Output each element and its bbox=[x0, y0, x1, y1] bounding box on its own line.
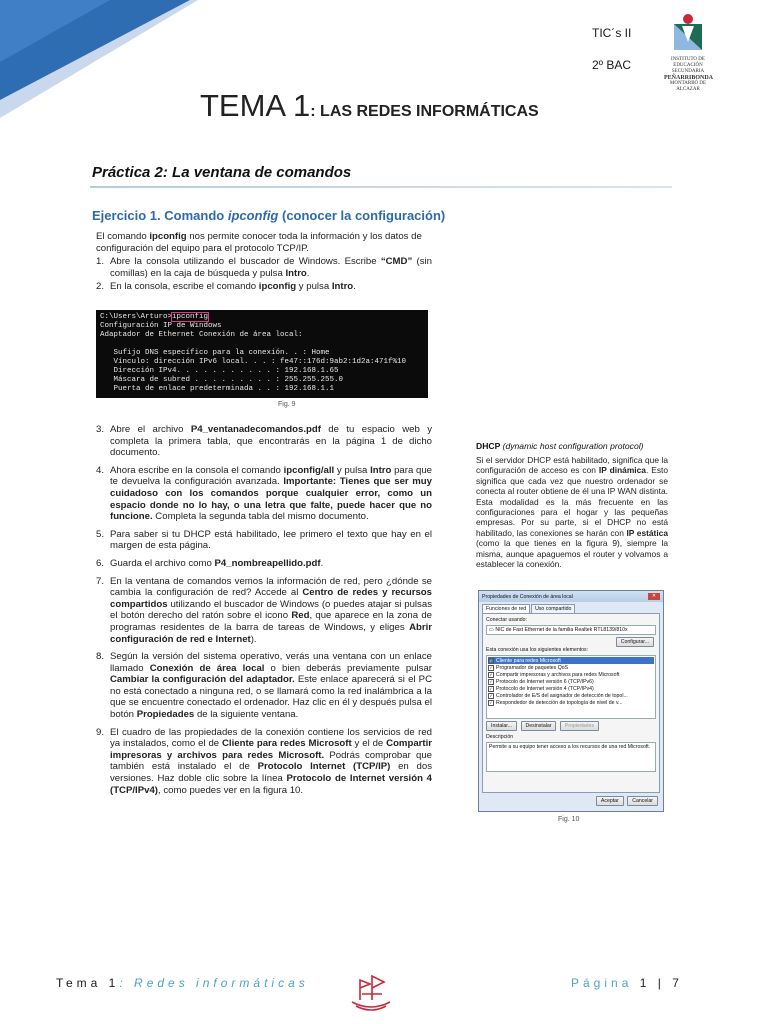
footer-tema: Tema 1 bbox=[56, 976, 120, 990]
checkbox[interactable]: ✓ bbox=[489, 685, 493, 691]
description-text: Permite a su equipo tener acceso a los recursos de una red Microsoft. bbox=[486, 742, 656, 772]
adapter-field bbox=[486, 625, 656, 635]
close-icon[interactable]: ✕ bbox=[648, 593, 660, 600]
step-number: 1. bbox=[96, 256, 105, 268]
properties-button[interactable]: Propiedades bbox=[560, 721, 599, 731]
ship-logo-icon bbox=[348, 970, 394, 1016]
components-list bbox=[486, 655, 656, 719]
component-label: Protocolo de Internet versión 6 (TCP/IPv6) bbox=[496, 678, 594, 685]
step-item bbox=[96, 558, 432, 570]
footer-sep: : bbox=[119, 976, 135, 990]
component-item[interactable] bbox=[488, 685, 654, 692]
step-number: 2. bbox=[96, 281, 105, 293]
dialog-titlebar bbox=[479, 591, 663, 602]
header-course-info bbox=[592, 26, 631, 90]
checkbox[interactable]: ✓ bbox=[489, 671, 493, 677]
exercise-heading bbox=[92, 208, 445, 223]
component-label: Cliente para redes Microsoft bbox=[496, 657, 561, 664]
step-text: En la consola, escribe el comando ipconfig y pulsa Intro. bbox=[110, 281, 356, 293]
steps-bottom-list bbox=[96, 418, 432, 796]
step-number: 7. bbox=[96, 575, 105, 587]
connection-properties-dialog bbox=[478, 590, 664, 812]
logo-caption-top: INSTITUTO DE EDUCACIÓN SECUNDARIA bbox=[671, 57, 705, 74]
course-level: 2º BAC bbox=[592, 58, 632, 72]
step-item bbox=[96, 529, 432, 552]
step-item bbox=[96, 465, 432, 523]
school-crest-icon bbox=[668, 12, 708, 52]
step-item bbox=[96, 281, 432, 293]
figure-10-caption: Fig. 10 bbox=[558, 816, 580, 823]
description-label: Descripción bbox=[486, 734, 514, 740]
console-prompt: C:\Users\Arturo> bbox=[100, 313, 173, 321]
checkbox[interactable]: ✓ bbox=[489, 678, 493, 684]
adapter-name: NIC de Fast Ethernet de la familia Realtek RTL8139/810x bbox=[495, 627, 628, 633]
component-label: Controlador de E/S del asignador de detección de topol... bbox=[496, 692, 628, 699]
exercise-heading-cmd: ipconfig bbox=[227, 208, 279, 223]
step-text: Guarda el archivo como P4_nombreapellido.pdf. bbox=[110, 557, 324, 569]
step-item bbox=[96, 576, 432, 646]
install-button[interactable]: Instalar... bbox=[486, 721, 517, 731]
network-card-icon: ▭ bbox=[489, 627, 494, 633]
component-item[interactable] bbox=[488, 671, 654, 678]
intro-text: El comando ipconfig nos permite conocer toda la información y los datos de configuración del equipo para el protocolo TCP/IP. bbox=[96, 231, 422, 254]
step-item bbox=[96, 256, 432, 279]
dialog-footer bbox=[479, 793, 663, 806]
step-number: 3. bbox=[96, 424, 105, 435]
component-item[interactable] bbox=[488, 657, 654, 664]
console-line: Puerta de enlace predeterminada . . : 192.168.1.1 bbox=[100, 385, 335, 393]
exercise-heading-pre: Ejercicio 1. Comando bbox=[92, 208, 228, 223]
step-text: Abre la consola utilizando el buscador de Windows. Escribe “CMD” (sin comillas) en la caja de búsqueda y pulsa Intro. bbox=[110, 256, 432, 279]
step-text: En la ventana de comandos vemos la información de red, pero ¿dónde se cambia la configuración de red? Accede al Centro de redes y recursos compartidos utilizando el buscador de Windows (o puedes atajar si pulsas el botón derecho del ratón sobre el icono Red, que aparece en la zona de programas residentes de la barra de tareas de Windows, y eliges Abrir configuración de red e Internet). bbox=[110, 575, 432, 645]
component-item[interactable] bbox=[488, 678, 654, 685]
console-line: Sufijo DNS específico para la conexión. . : Home bbox=[100, 349, 330, 357]
dialog-title: Propiedades de Conexión de área local bbox=[482, 593, 573, 600]
component-label: Programador de paquetes QoS bbox=[496, 664, 569, 671]
footer-page-label: Página bbox=[571, 976, 640, 990]
component-item[interactable] bbox=[488, 699, 654, 706]
exercise-heading-post: (conocer la configuración) bbox=[278, 208, 446, 223]
cancel-button[interactable]: Cancelar bbox=[627, 796, 658, 806]
connect-using-label: Conectar usando: bbox=[486, 617, 527, 623]
component-label: Protocolo de Internet versión 4 (TCP/IPv4) bbox=[496, 685, 594, 692]
console-command: ipconfig bbox=[172, 313, 209, 321]
component-label: Compartir impresoras y archivos para redes Microsoft bbox=[496, 671, 620, 678]
configure-row bbox=[486, 637, 656, 647]
component-item[interactable] bbox=[488, 664, 654, 671]
footer-subject: Redes informáticas bbox=[134, 976, 309, 990]
title-sub: : LAS REDES INFORMÁTICAS bbox=[310, 103, 539, 120]
tab-network-functions[interactable]: Funciones de red bbox=[482, 604, 530, 613]
practice-heading: Práctica 2: La ventana de comandos bbox=[92, 164, 352, 181]
component-buttons bbox=[486, 721, 656, 731]
sidebar-heading-main: DHCP bbox=[476, 441, 501, 451]
steps-top-list bbox=[96, 256, 432, 293]
console-line: Vínculo: dirección IPv6 local. . . : fe47::176d:9ab2:1d2a:471f%10 bbox=[100, 358, 407, 366]
footer-page-number: 1 bbox=[639, 976, 651, 990]
console-screenshot bbox=[96, 310, 428, 398]
sidebar-text: Si el servidor DHCP está habilitado, significa que la configuración de acceso es con IP dinámica. Esto significa que cada vez que nuestro ordenador se conecta al router obtiene de él una IP WAN distinta. Esta modalidad es la más frecuente en las configuraciones para el hogar y las pequeñas empresas. Por su parte, si el DHCP no está habilitado, las conexiones se harán con IP estática (como la que tienes en la figura 9), siempre la misma, aunque apaguemos el router y volvamos a establecer la conexión. bbox=[476, 455, 668, 570]
step-text: Según la versión del sistema operativo, verás una ventana con un enlace llamado Conexión de área local o bien deberás previamente pulsar Cambiar la configuración del adaptador. Este enlace aparecerá si el PC no está conectado a ninguna red, o se llamará como la red inalámbrica a la que se encuentre conectado el ordenador. Haz clic en él y después pulsa el botón Propiedades de la siguiente ventana. bbox=[110, 651, 432, 721]
checkbox[interactable]: ✓ bbox=[489, 699, 493, 705]
step-item bbox=[96, 727, 432, 797]
page-title bbox=[200, 88, 539, 124]
component-item[interactable] bbox=[488, 692, 654, 699]
items-label: Esta conexión usa los siguientes elementos: bbox=[486, 647, 589, 653]
title-main: TEMA 1 bbox=[200, 88, 311, 123]
step-text: Ahora escribe en la consola el comando ipconfig/all y pulsa Intro para que te devuelva la configuración avanzada. Importante: Tienes que ser muy cuidadoso con los comandos porque cualquier error, como un espacio donde no lo hay, o una letra que falte, puede hacer que no funcione. Completa la segunda tabla del mismo documento. bbox=[110, 464, 433, 523]
footer-page-sep: | bbox=[650, 976, 673, 990]
configure-button[interactable]: Configurar... bbox=[616, 637, 654, 647]
corner-decoration bbox=[0, 0, 200, 120]
step-number: 6. bbox=[96, 557, 105, 569]
footer-right bbox=[571, 976, 683, 990]
figure-9-caption: Fig. 9 bbox=[278, 401, 296, 408]
step-text: El cuadro de las propiedades de la conexión contiene los servicios de red ya instalados, como el de Cliente para redes Microsoft y el de Compartir impresoras y archivos para redes Microsoft. Podrás comprobar que también está instalado el de Protocolo Internet (TCP/IP) en dos versiones. Haz doble clic sobre la línea Protocolo de Internet versión 4 (TCP/IPv4), como puedes ver en la figura 10. bbox=[110, 726, 432, 796]
sidebar-heading bbox=[476, 441, 644, 451]
sidebar-heading-italic: (dynamic host configuration protocol) bbox=[502, 441, 644, 451]
intro-block bbox=[96, 231, 432, 293]
course-name: TIC´s II bbox=[592, 26, 632, 40]
console-line: Máscara de subred . . . . . . . . . : 255.255.255.0 bbox=[100, 376, 344, 384]
step-number: 9. bbox=[96, 726, 105, 738]
console-line: Adaptador de Ethernet Conexión de área local: bbox=[100, 331, 303, 339]
step-item bbox=[96, 424, 432, 459]
footer-left bbox=[56, 976, 309, 990]
step-number: 8. bbox=[96, 651, 105, 663]
practice-divider bbox=[90, 186, 672, 188]
school-logo bbox=[664, 12, 714, 92]
step-number: 4. bbox=[96, 464, 105, 476]
logo-caption-bottom: MONTARBÓ DE ALCAZAR bbox=[669, 81, 707, 92]
tab-sharing[interactable]: Uso compartido bbox=[531, 604, 575, 613]
console-line: Dirección IPv4. . . . . . . . . . . : 192.168.1.65 bbox=[100, 367, 339, 375]
uninstall-button[interactable]: Desinstalar bbox=[521, 721, 557, 731]
ok-button[interactable]: Aceptar bbox=[596, 796, 624, 806]
step-text: Abre el archivo P4_ventanadecomandos.pdf de tu espacio web y completa la primera tabla, que encontrarás en la página 1 de dicho documento. bbox=[110, 424, 432, 459]
step-item bbox=[96, 651, 432, 721]
footer-page-total: 7 bbox=[672, 976, 683, 990]
checkbox[interactable]: ✓ bbox=[489, 664, 493, 670]
checkbox[interactable]: ✓ bbox=[489, 692, 493, 698]
dialog-tabs bbox=[479, 602, 663, 613]
step-text: Para saber si tu DHCP está habilitado, lee primero el texto que hay en el margen de esta página. bbox=[110, 528, 432, 552]
console-line: Configuración IP de Windows bbox=[100, 322, 222, 330]
step-number: 5. bbox=[96, 528, 105, 540]
dialog-panel bbox=[482, 613, 660, 793]
checkbox[interactable]: ✓ bbox=[489, 657, 493, 663]
logo-caption-name: PEÑARRIBONDA bbox=[664, 75, 714, 81]
component-label: Respondedor de detección de topología de nivel de v... bbox=[496, 699, 623, 706]
